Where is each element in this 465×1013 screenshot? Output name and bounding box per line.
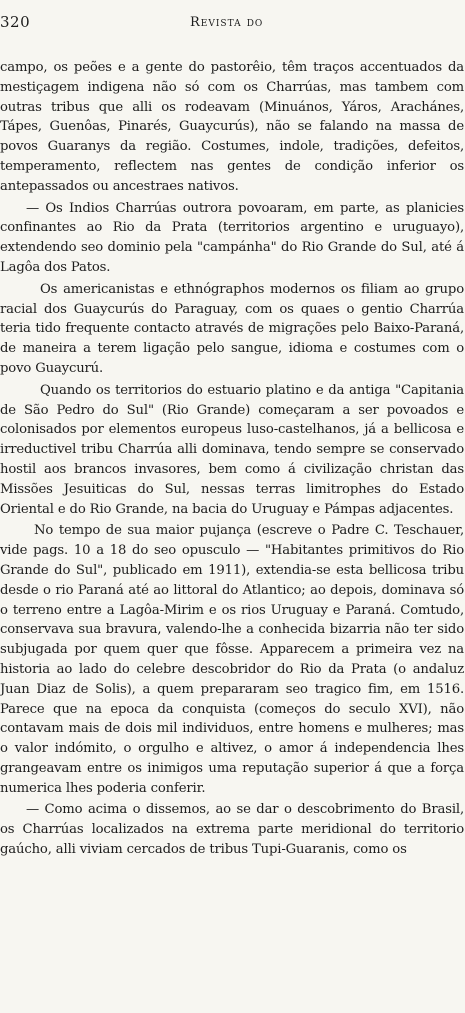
paragraph-colonization: Quando os territorios do estuario platino e da antiga "Capitania de São Pedro do Sul" (Rio Grande) começaram a ser povoados e colonisados por elementos europeus luso-castelhanos, já a bellicosa e irreductivel tribu Charrúa alli dominava, tendo sempre se conservado hostil aos brancos invasores, bem como á civilização christan das Missões Jesuiticas do Sul, nessas terras limitrophes do Estado Oriental e do Rio Grande, na bacia do Uruguay e Pámpas adjacentes. bbox=[0, 382, 464, 517]
page-header bbox=[0, 0, 465, 42]
paragraph-discovery: — Como acima o dissemos, ao se dar o descobrimento do Brasil, os Charrúas localizados na extrema parte meridional do territorio gaúcho, alli viviam cercados de tribus Tupi-Guaranis, como os bbox=[0, 802, 464, 858]
paragraph-americanists: Os americanistas e ethnógraphos modernos os filiam ao grupo racial dos Guaycurús do Paraguay, com os quaes o gentio Charrúa teria tido frequente contacto através de migrações pelo Baixo-Paraná, de maneira a terem ligação pelo sangue, idioma e costumes com o povo Guaycurú. bbox=[0, 281, 464, 376]
running-title: Revista do bbox=[190, 15, 264, 30]
paragraph-mestizaje: campo, os peões e a gente do pastorêio, têm traços accentuados da mestiçagem indigena não só com os Charrúas, mas tambem com outras tribus que alli os rodeavam (Minuános, Yáros, Arachánes, Tápes, Guenôas, Pinarés, Guaycurús), não se falando na massa de povos Guaranys da região. Costumes, indole, tradições, defeitos, temperamento, reflectem nas gentes de condição inferior os antepassados ou ancestraes nativos. bbox=[0, 60, 464, 194]
page-body bbox=[0, 58, 465, 860]
paragraph-charruas-territory: — Os Indios Charrúas outrora povoaram, em parte, as planicies confinantes ao Rio da Prata (territorios argentino e uruguayo), extendendo seo dominio pela "campánha" do Rio Grande do Sul, até á Lagôa dos Patos. bbox=[0, 200, 464, 275]
paragraph-teschauer: No tempo de sua maior pujança (escreve o Padre C. Teschauer, vide pags. 10 a 18 do seo opusculo — "Habitantes primitivos do Rio Grande do Sul", publicado em 1911), extendia-se esta bellicosa tribu desde o rio Paraná até ao littoral do Atlantico; ao depois, dominava só o terreno entre a Lagôa-Mirim e os rios Uruguay e Paraná. Comtudo, conservava sua bravura, valendo-lhe a conhecida bizarria não ter sido subjugada por quem quer que fôsse. Apparecem a primeira vez na historia ao lado do celebre descobridor do Rio da Prata (o andaluz Juan Diaz de Solis), a quem prepararam seo tragico fim, em 1516. Parece que na epoca da conquista (começos do seculo XVI), não contavam mais de dois mil individuos, entre homens e mulheres; mas o valor indómito, o orgulho e altivez, o amor á independencia lhes grangeavam entre os inimigos uma reputação superior á que a força numerica lhes poderia conferir. bbox=[0, 523, 464, 796]
page-number: 320 bbox=[0, 13, 31, 31]
